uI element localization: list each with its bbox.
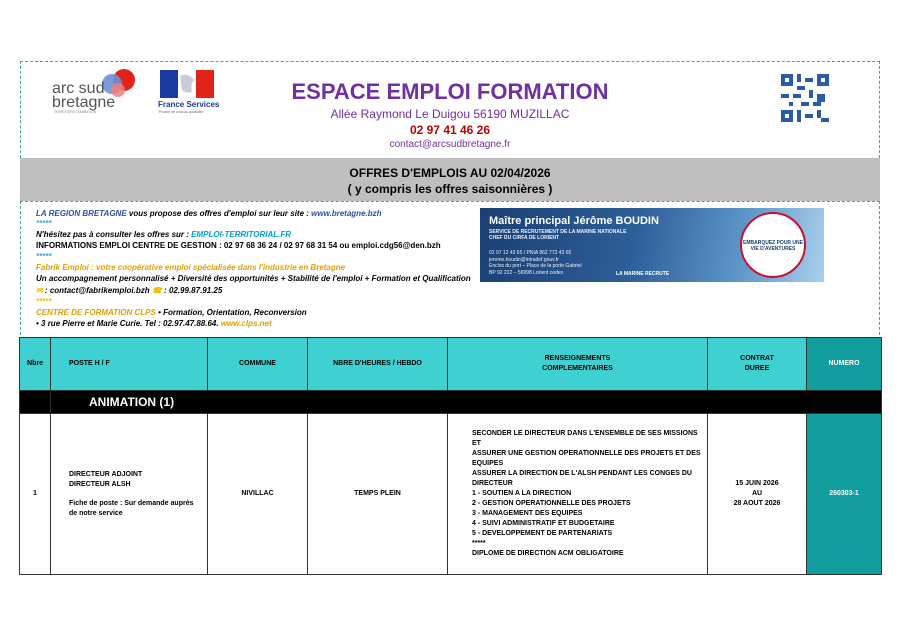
- territorial-text: N'hésitez pas à consulter les offres sur :: [36, 230, 192, 239]
- navy-subtitle: [489, 229, 626, 241]
- col-numero: NUMERO: [807, 338, 882, 391]
- info-line-fabrik-contact: [36, 285, 222, 296]
- navy-contact-2: jerome.boudin@intradef.gouv.fr: [489, 256, 559, 263]
- info-line-clps: [36, 307, 307, 318]
- offers-note: ( y compris les offres saisonnières ): [347, 182, 553, 196]
- fabrik-phone: : 02.99.87.91.25: [161, 286, 223, 295]
- info-line: 2 - GESTION OPERATIONNELLE DES PROJETS: [472, 500, 631, 507]
- info-line: DIPLOME DE DIRECTION ACM OBLIGATOIRE: [472, 550, 624, 557]
- arc-sud-bretagne-logo-sub: TERRITOIRE D'AMBITION: [54, 110, 97, 114]
- fabrik-benefits: Un accompagnement personnalisé + Diversité des opportunités + Stabilité de l'emploi + Formation et Qualification: [36, 274, 471, 283]
- info-line: DIRECTEUR: [472, 480, 513, 487]
- bretagne-link[interactable]: www.bretagne.bzh: [311, 209, 382, 218]
- navy-sub-1: SERVICE DE RECRUTEMENT DE LA MARINE NATIONALE: [489, 229, 627, 235]
- clps-text: • Formation, Orientation, Reconversion: [155, 308, 307, 317]
- info-line: ASSURER UNE GESTION OPERATIONNELLE DES PROJETS ET DES: [472, 450, 701, 457]
- clps-label: CENTRE DE FORMATION CLPS: [36, 308, 156, 317]
- clps-address: • 3 rue Pierre et Marie Curie. Tel : 02.97.47.88.64.: [36, 319, 221, 328]
- cell-info: [448, 414, 708, 575]
- poste-note: Fiche de poste : Sur demande auprès de notre service: [69, 499, 194, 517]
- contract-start: 15 JUIN 2026: [735, 480, 779, 487]
- phone: 02 97 41 46 26: [409, 123, 491, 137]
- fabrik-title: Fabrik Emploi : votre coopérative emploi spécialisée dans l'industrie en Bretagne: [36, 263, 346, 272]
- envelope-icon: ✉: [36, 286, 43, 295]
- cell-nbre: 1: [20, 414, 51, 575]
- separator-stars: *****: [36, 252, 52, 261]
- navy-contact-4: BP 92 222 – 56998 Lorient cedex: [489, 269, 564, 276]
- section-label: ANIMATION (1): [51, 391, 882, 414]
- qr-code-icon: [781, 74, 829, 122]
- cell-commune: NIVILLAC: [208, 414, 308, 575]
- navy-contact: [489, 250, 582, 276]
- navy-contact-1: 02 97 12 43 65 / PNIA 862 772 43 65: [489, 250, 572, 256]
- qr-code[interactable]: [781, 74, 829, 122]
- col-hours: NBRE D'HEURES / HEBDO: [308, 338, 448, 391]
- region-label: LA REGION BRETAGNE: [36, 209, 127, 218]
- separator-stars: *****: [36, 297, 52, 306]
- col-poste: POSTE H / F: [51, 338, 208, 391]
- navy-tagline: LA MARINE RECRUTE: [616, 271, 670, 277]
- info-line: 5 - DEVELOPPEMENT DE PARTENARIATS: [472, 530, 613, 537]
- clps-link[interactable]: www.clps.net: [220, 319, 272, 328]
- navy-contact-3: Enclos du port – Place de la porte Gabriel: [489, 263, 582, 269]
- info-line-cdg: INFORMATIONS EMPLOI CENTRE DE GESTION : 02 97 68 36 24 / 02 97 68 31 54 ou emploi.cdg56@den.bzh: [36, 241, 441, 250]
- jobs-table: [19, 337, 882, 575]
- col-contract-line2: DUREE: [744, 365, 770, 372]
- col-info-line1: RENSEIGNEMENTS: [544, 355, 611, 362]
- cell-poste: [51, 414, 208, 575]
- navy-badge: [740, 212, 806, 278]
- info-line: *****: [472, 540, 486, 547]
- info-line: 4 - SUIVI ADMINISTRATIF ET BUDGETAIRE: [472, 520, 615, 527]
- info-line-clps-address: [36, 318, 272, 329]
- col-contract: [708, 338, 807, 391]
- cell-contract: [708, 414, 807, 575]
- info-line: EQUIPES: [472, 460, 504, 467]
- region-text: vous propose des offres d'emploi sur leur site :: [126, 209, 312, 218]
- col-nbre: Nbre: [20, 338, 51, 391]
- table-header-row: [20, 338, 882, 391]
- poste-title-2: DIRECTEUR ALSH: [69, 480, 131, 488]
- navy-badge-text: EMBARQUEZ POUR UNE VIE D'AVENTURES: [742, 240, 803, 252]
- info-line-region: [36, 208, 382, 219]
- cell-numero: 260303-1: [807, 414, 882, 575]
- offers-banner: [20, 158, 880, 201]
- phone-icon: ☎: [151, 286, 162, 295]
- offers-date: OFFRES D'EMPLOIS AU 02/04/2026: [349, 166, 551, 180]
- section-row: [20, 391, 882, 414]
- cell-hours: TEMPS PLEIN: [308, 414, 448, 575]
- france-services-name: France Services: [158, 100, 220, 109]
- info-line: SECONDER LE DIRECTEUR DANS L'ENSEMBLE DE SES MISSIONS ET: [472, 430, 698, 447]
- page-title: ESPACE EMPLOI FORMATION: [291, 79, 609, 104]
- territorial-link[interactable]: EMPLOI-TERRITORIAL.FR: [191, 230, 291, 239]
- fabrik-email[interactable]: : contact@fabrikemploi.bzh: [42, 286, 150, 295]
- info-line: 1 - SOUTIEN A LA DIRECTION: [472, 490, 572, 497]
- france-services-sub: Proche de vous au quotidien: [159, 110, 204, 114]
- poste-title-1: DIRECTEUR ADJOINT: [69, 470, 143, 478]
- navy-title: Maître principal Jérôme BOUDIN: [489, 215, 659, 227]
- navy-sub-2: CHEF DU CIRFA DE LORIENT: [489, 235, 560, 241]
- col-info: [448, 338, 708, 391]
- contract-end: 28 AOUT 2026: [733, 500, 781, 507]
- info-line-territorial: [36, 229, 291, 240]
- col-info-line2: COMPLEMENTAIRES: [542, 365, 613, 372]
- navy-recruitment-banner[interactable]: [480, 208, 824, 282]
- col-commune: COMMUNE: [208, 338, 308, 391]
- contract-au: AU: [751, 490, 763, 497]
- table-row[interactable]: [20, 414, 882, 575]
- info-line: 3 - MANAGEMENT DES EQUIPES: [472, 510, 583, 517]
- address: Allée Raymond Le Duigou 56190 MUZILLAC: [330, 107, 570, 121]
- email-link[interactable]: contact@arcsudbretagne.fr: [389, 139, 511, 150]
- col-contract-line1: CONTRAT: [740, 355, 774, 362]
- info-line: ASSURER LA DIRECTION DE L'ALSH PENDANT LES CONGES DU: [472, 470, 692, 477]
- separator-stars: *****: [36, 219, 52, 228]
- arc-sud-bretagne-logo-text: arc sud bretagne: [52, 80, 116, 111]
